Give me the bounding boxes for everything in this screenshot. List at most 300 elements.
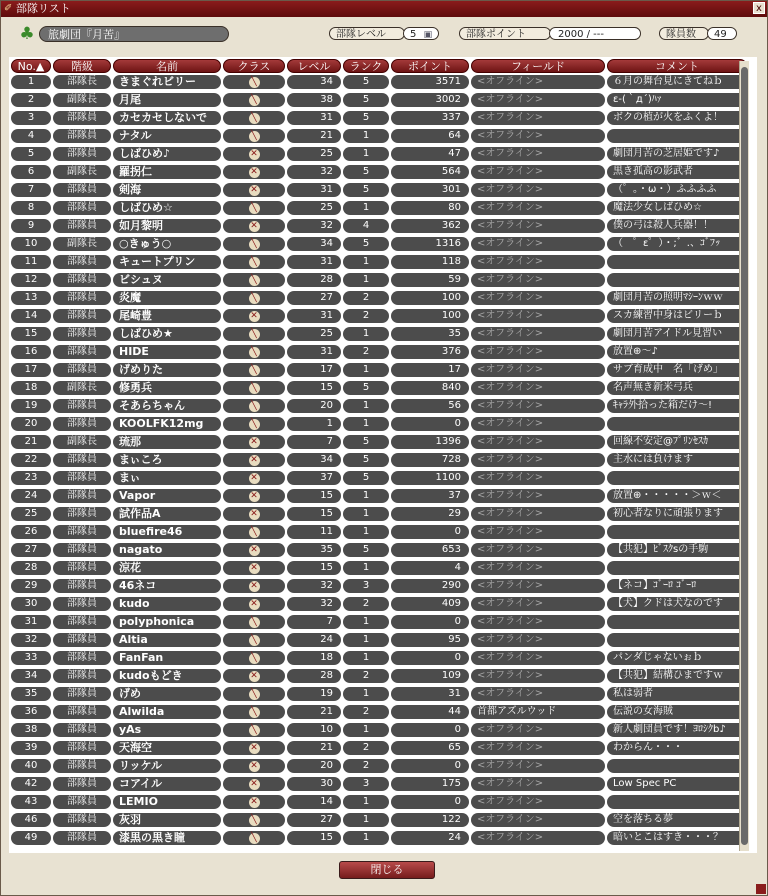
row-rank-number-text: 1 [362,400,370,411]
row-level [287,345,341,359]
row-no [11,705,51,719]
table-row[interactable] [9,633,757,647]
row-rank-number-text: 5 [362,166,370,177]
table-row[interactable] [9,381,757,395]
row-name [113,741,221,755]
table-row[interactable] [9,237,757,251]
col-header-level[interactable]: レベル [287,59,341,73]
row-rank [53,147,111,161]
row-rank-text: 部隊員 [67,598,97,609]
row-class [223,759,285,773]
row-rank-number-text: 3 [362,580,370,591]
row-level [287,237,341,251]
row-rank-number [343,723,389,737]
row-comment [607,489,747,503]
table-row[interactable] [9,417,757,431]
row-field [471,345,605,359]
row-name [113,111,221,125]
table-row[interactable] [9,525,757,539]
row-no [11,525,51,539]
row-points [391,633,469,647]
row-points-text: 17 [448,364,461,375]
row-rank [53,453,111,467]
row-comment [607,633,747,647]
row-field [471,111,605,125]
row-rank-number [343,435,389,449]
row-class [223,705,285,719]
table-row[interactable] [9,273,757,287]
row-name-text: 月尾 [119,93,141,106]
row-points-text: 59 [448,274,461,285]
row-comment [607,453,747,467]
row-comment [607,507,747,521]
row-level [287,489,341,503]
table-row[interactable] [9,615,757,629]
row-field-text: <オフライン> [477,328,544,339]
sword-class-icon: ╲ [249,653,260,664]
row-comment-text: 【ネコ】ｺﾞｰﾛ ｺﾞｰﾛ [613,580,697,591]
row-no [11,165,51,179]
row-no-text: 17 [24,364,38,375]
row-comment-text: 【犬】クドは犬なのです [613,598,723,609]
row-no [11,363,51,377]
row-points-text: 4 [454,562,461,573]
col-header-rank-number[interactable]: ランク [343,59,389,73]
row-rank-number [343,363,389,377]
row-no-text: 36 [24,706,38,717]
row-rank-number [343,795,389,809]
table-row[interactable] [9,399,757,413]
row-rank [53,309,111,323]
crossed-swords-class-icon: ✕ [250,185,258,195]
row-no-text: 49 [24,832,38,843]
row-level-text: 32 [320,166,333,177]
row-rank-number-text: 1 [362,418,370,429]
row-points [391,705,469,719]
row-class [223,129,285,143]
row-name-text: 試作品A [119,507,161,520]
row-no-text: 27 [24,544,38,555]
row-rank [53,417,111,431]
row-rank-number-text: 1 [362,634,370,645]
row-name [113,345,221,359]
row-points-text: 122 [441,814,461,825]
party-level-value [403,27,439,40]
table-row[interactable] [9,435,757,449]
row-rank-number-text: 1 [362,814,370,825]
row-class [223,309,285,323]
row-rank-number-text: 1 [362,490,370,501]
col-header-comment[interactable]: コメント [607,59,747,73]
row-class [223,219,285,233]
row-no [11,147,51,161]
row-rank-text: 部隊員 [67,652,97,663]
table-row[interactable] [9,345,757,359]
window-title: 部隊リスト [16,2,71,15]
sword-class-icon: ╲ [249,347,260,358]
table-row[interactable] [9,363,757,377]
row-field-text: <オフライン> [477,382,544,393]
table-row[interactable] [9,75,757,89]
row-class [223,795,285,809]
row-no-text: 10 [24,238,38,249]
row-level [287,543,341,557]
row-field-text: <オフライン> [477,310,544,321]
row-level [287,399,341,413]
row-rank-text: 部隊員 [67,130,97,141]
row-name [113,327,221,341]
row-rank-number-text: 1 [362,832,370,843]
row-no-text: 28 [24,562,38,573]
row-level [287,687,341,701]
row-class [223,255,285,269]
table-row[interactable] [9,111,757,125]
row-rank [53,381,111,395]
table-row[interactable] [9,759,757,773]
row-comment [607,165,747,179]
row-rank-text: 部隊長 [67,76,97,87]
row-rank-number [343,705,389,719]
col-header-name[interactable]: 名前 [113,59,221,73]
row-name-text: 涼花 [119,561,141,574]
row-field-text: <オフライン> [477,742,544,753]
row-comment [607,759,747,773]
row-no-text: 40 [24,760,38,771]
row-comment-text: 名声無き新米弓兵 [613,382,693,393]
row-comment [607,183,747,197]
row-points [391,525,469,539]
row-field [471,291,605,305]
row-field-text: <オフライン> [477,598,544,609]
row-level [287,741,341,755]
row-points-text: 0 [454,652,461,663]
table-row[interactable] [9,165,757,179]
row-rank-number-text: 1 [362,130,370,141]
row-rank [53,687,111,701]
row-class [223,435,285,449]
table-row[interactable] [9,705,757,719]
row-level [287,669,341,683]
row-rank [53,201,111,215]
row-level [287,633,341,647]
party-points-value: 2000 / --- [549,27,641,40]
row-no-text: 43 [24,796,38,807]
table-row[interactable] [9,813,757,827]
row-rank-number [343,633,389,647]
row-rank-text: 副隊長 [67,238,97,249]
row-name [113,147,221,161]
row-field [471,525,605,539]
row-name-text: リッケル [119,759,163,772]
table-row[interactable] [9,687,757,701]
row-name-text: HIDE [119,345,149,358]
row-no [11,219,51,233]
row-points-text: 100 [441,310,461,321]
row-no [11,795,51,809]
row-comment-text: 魔法少女しばひめ☆ [613,202,702,213]
row-points [391,327,469,341]
row-level-text: 15 [320,490,333,501]
level-badge-icon: ▣ [423,30,433,40]
row-level [287,813,341,827]
row-comment [607,723,747,737]
table-row[interactable] [9,309,757,323]
row-name [113,831,221,845]
row-no-text: 46 [24,814,38,825]
table-row[interactable] [9,183,757,197]
table-row[interactable] [9,291,757,305]
table-row[interactable] [9,777,757,791]
table-row[interactable] [9,255,757,269]
sword-class-icon: ╲ [249,275,260,286]
table-row[interactable] [9,723,757,737]
row-level [287,165,341,179]
row-comment-text: 伝説の女海賊 [613,706,673,717]
row-name-text: キュートプリン [119,255,196,268]
row-rank [53,165,111,179]
table-row[interactable] [9,453,757,467]
row-field [471,723,605,737]
row-name [113,687,221,701]
sword-class-icon: ╲ [249,131,260,142]
row-level [287,309,341,323]
table-row[interactable] [9,201,757,215]
table-row[interactable] [9,489,757,503]
row-level [287,759,341,773]
row-field-text: <オフライン> [477,616,544,627]
scrollbar[interactable] [739,61,749,851]
row-level [287,183,341,197]
crossed-swords-class-icon: ✕ [250,761,258,771]
row-field [471,759,605,773]
row-field-text: <オフライン> [477,508,544,519]
row-comment-text: スカ練習中身はビリーｂ [613,310,723,321]
table-row[interactable] [9,471,757,485]
row-rank-text: 副隊長 [67,166,97,177]
row-rank-text: 部隊員 [67,256,97,267]
row-field-text: <オフライン> [477,526,544,537]
row-comment-text: サブ育成中 名「げめ」 [613,364,723,375]
row-name [113,759,221,773]
row-rank-text: 部隊員 [67,310,97,321]
col-header-no[interactable]: No.▲ [11,59,51,73]
row-field [471,399,605,413]
row-field-text: <オフライン> [477,490,544,501]
row-comment [607,561,747,575]
row-points-text: 290 [441,580,461,591]
row-name-text: 46ネコ [119,579,157,592]
row-points-text: 1316 [435,238,461,249]
row-field [471,219,605,233]
close-button[interactable]: 閉じる [339,861,435,879]
row-points [391,669,469,683]
title-bar[interactable] [1,1,767,17]
row-rank-text: 部隊員 [67,742,97,753]
row-level [287,93,341,107]
row-level [287,579,341,593]
row-class [223,741,285,755]
table-row[interactable] [9,147,757,161]
row-comment-text: 劇団月苦の芝居姫です♪ [613,148,720,159]
row-name [113,579,221,593]
row-comment-text: 私は弱者 [613,688,653,699]
row-rank-text: 部隊員 [67,202,97,213]
row-points [391,165,469,179]
row-class [223,237,285,251]
row-name [113,291,221,305]
row-level-text: 35 [320,544,333,555]
row-field-text: <オフライン> [477,364,544,375]
row-rank-number-text: 5 [362,382,370,393]
row-no-text: 34 [24,670,38,681]
row-rank-text: 部隊員 [67,760,97,771]
row-class [223,525,285,539]
table-row[interactable] [9,93,757,107]
row-rank-number-text: 3 [362,778,370,789]
row-rank [53,597,111,611]
row-field [471,381,605,395]
row-level-text: 31 [320,184,333,195]
sword-class-icon: ╲ [249,365,260,376]
row-rank [53,831,111,845]
row-rank-number-text: 1 [362,274,370,285]
row-field [471,453,605,467]
row-name [113,561,221,575]
table-row[interactable] [9,507,757,521]
row-points-text: 3571 [435,76,461,87]
row-name [113,507,221,521]
row-name-text: そあらちゃん [119,399,185,412]
row-no [11,831,51,845]
row-points-text: 0 [454,724,461,735]
member-count-value: 49 [707,27,737,40]
sword-class-icon: ╲ [249,707,260,718]
row-no [11,111,51,125]
row-class [223,201,285,215]
row-name-text: 羅拐仁 [119,165,152,178]
row-comment [607,831,747,845]
row-name-text: げめ [119,687,141,700]
row-comment-text: 暗いとこはすき・・・？ [613,832,723,843]
row-rank [53,489,111,503]
table-row[interactable] [9,219,757,233]
row-comment [607,345,747,359]
table-row[interactable] [9,543,757,557]
row-rank-number-text: 5 [362,454,370,465]
row-level [287,129,341,143]
table-row[interactable] [9,831,757,845]
row-comment [607,579,747,593]
table-row[interactable] [9,669,757,683]
row-level [287,147,341,161]
row-level-text: 15 [320,562,333,573]
scrollbar-thumb[interactable] [741,67,748,845]
row-no-text: 14 [24,310,38,321]
row-rank-number [343,579,389,593]
table-row[interactable] [9,327,757,341]
row-field-text: <オフライン> [477,472,544,483]
row-field [471,741,605,755]
table-row[interactable] [9,579,757,593]
crossed-swords-class-icon: ✕ [250,671,258,681]
row-rank [53,777,111,791]
row-comment-text: パンダじゃないぉｂ [613,652,703,663]
table-row[interactable] [9,129,757,143]
sword-class-icon: ╲ [249,635,260,646]
row-rank-number-text: 4 [362,220,370,231]
row-rank [53,507,111,521]
row-points [391,597,469,611]
row-rank-number-text: 2 [362,292,370,303]
row-comment [607,471,747,485]
row-points-text: 35 [448,328,461,339]
col-header-points[interactable]: ポイント [391,59,469,73]
row-no-text: 29 [24,580,38,591]
row-no [11,291,51,305]
row-comment [607,813,747,827]
row-points-text: 24 [448,832,461,843]
row-points [391,489,469,503]
row-points [391,813,469,827]
table-row[interactable] [9,795,757,809]
row-class [223,579,285,593]
col-header-rank[interactable]: 階級 [53,59,111,73]
row-no-text: 1 [27,76,35,87]
row-name [113,525,221,539]
row-field [471,273,605,287]
row-rank-number [343,345,389,359]
row-rank-number [343,129,389,143]
row-field [471,75,605,89]
row-rank-number-text: 1 [362,256,370,267]
row-field-text: <オフライン> [477,184,544,195]
table-row[interactable] [9,561,757,575]
row-rank-text: 部隊員 [67,346,97,357]
row-level-text: 7 [326,436,333,447]
row-rank-text: 部隊員 [67,562,97,573]
row-level [287,363,341,377]
row-class [223,399,285,413]
col-header-class[interactable]: クラス [223,59,285,73]
row-comment [607,255,747,269]
row-rank-number [343,75,389,89]
row-points [391,255,469,269]
row-points [391,543,469,557]
row-comment [607,435,747,449]
table-row[interactable] [9,597,757,611]
row-rank-number [343,327,389,341]
row-no-text: 33 [24,652,38,663]
col-header-field[interactable]: フィールド [471,59,605,73]
close-icon[interactable]: x [753,2,765,14]
row-rank-number-text: 1 [362,652,370,663]
row-no [11,507,51,521]
row-points [391,93,469,107]
row-comment-text: 放置⊕～♪ [613,346,658,357]
row-rank-text: 部隊員 [67,490,97,501]
row-name [113,489,221,503]
resize-grip-icon[interactable] [756,884,766,894]
table-row[interactable] [9,741,757,755]
row-points [391,363,469,377]
row-level-text: 1 [326,418,333,429]
table-row[interactable] [9,651,757,665]
row-no [11,723,51,737]
row-comment [607,291,747,305]
row-points-text: 100 [441,292,461,303]
row-name [113,237,221,251]
row-points-text: 337 [441,112,461,123]
